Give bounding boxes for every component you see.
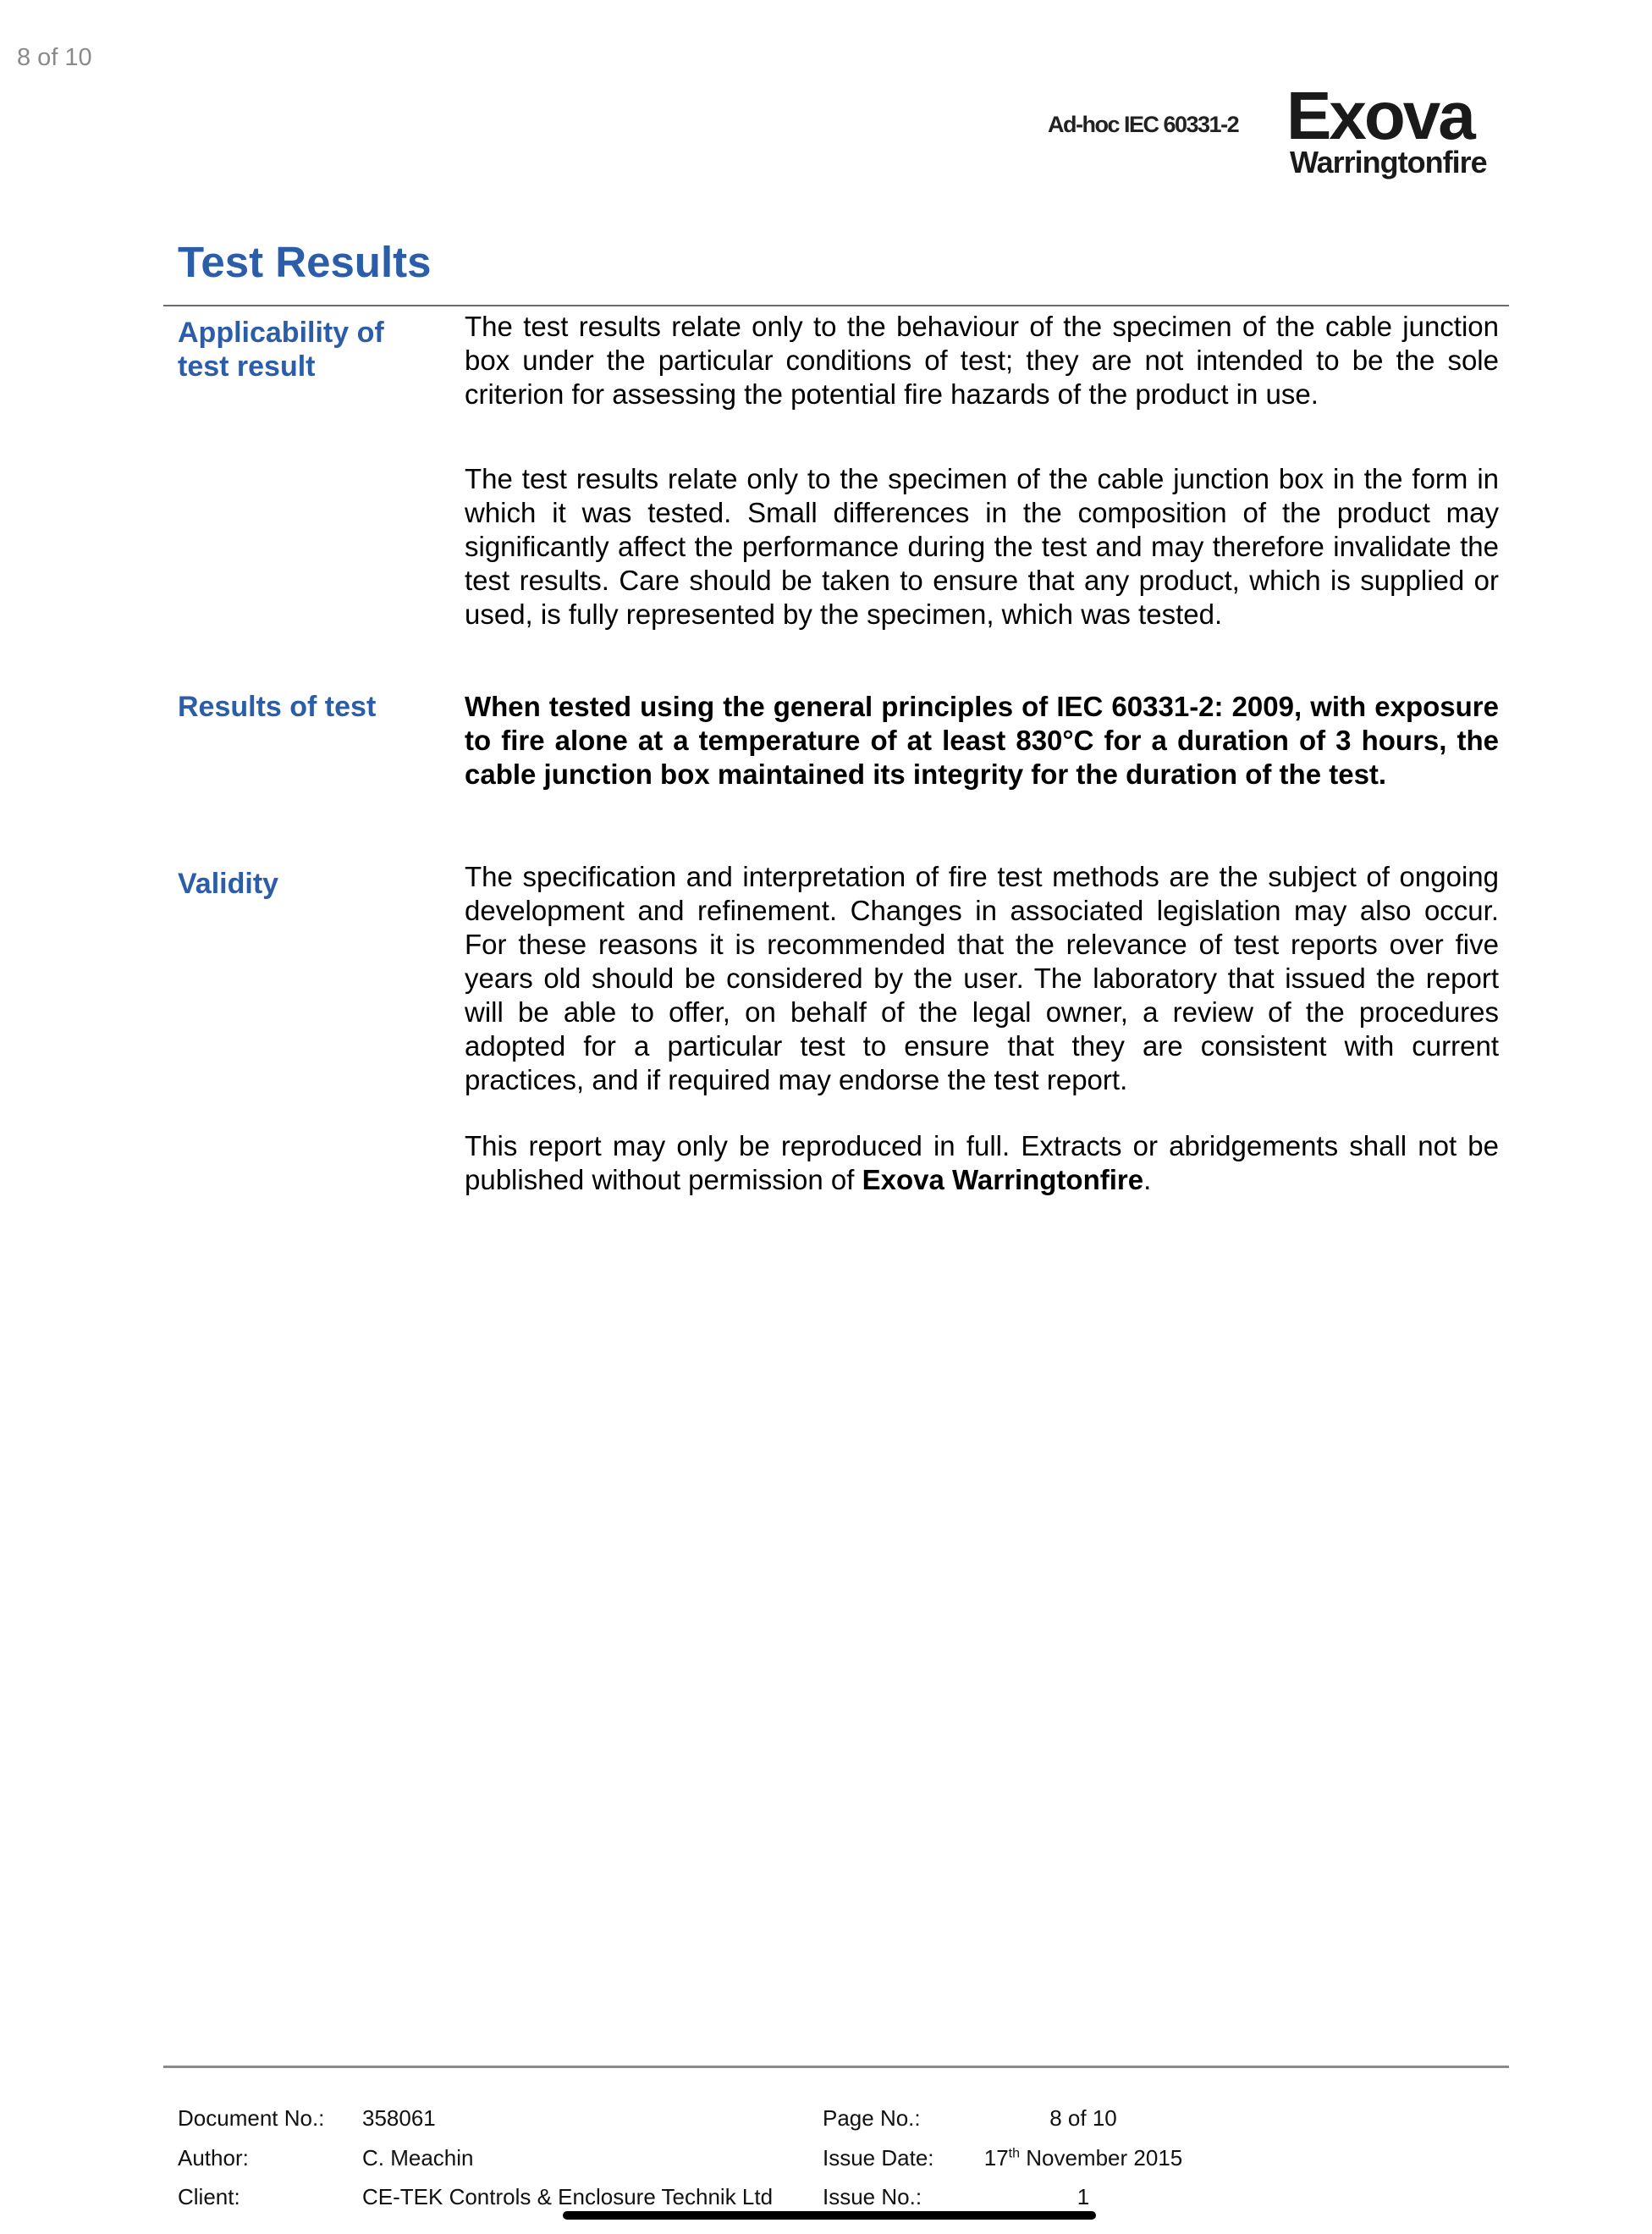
page-no-value: 8 of 10 bbox=[1049, 2105, 1117, 2131]
document-reference: Ad-hoc IEC 60331-2 bbox=[1048, 112, 1239, 137]
client-value: CE-TEK Controls & Enclosure Technik Ltd bbox=[362, 2184, 774, 2209]
applicability-label-line1: Applicability of bbox=[178, 317, 384, 349]
issue-no-label: Issue No.: bbox=[823, 2184, 922, 2209]
applicability-paragraph-1: The test results relate only to the behaviour of the specimen of the cable junction box under the particular conditions of test; they are not intended to be the sole criterion for assessing the potential fire hazards of the product in use. bbox=[465, 311, 1499, 410]
page-indicator: 8 of 10 bbox=[17, 44, 92, 71]
validity-paragraph-1: The specification and interpretation of fire test methods are the subject of ongoing development and refinement. Changes in associated legislation may also occur. For these reasons it is recommended that the relevance of test reports over five years old should be considered by the user. The laboratory that issued the report will be able to offer, on behalf of the legal owner, a review of the procedures adopted for a particular test to ensure that they are consistent with current practices, and if required may endorse the test report. bbox=[465, 861, 1499, 1095]
applicability-label-line2: test result bbox=[178, 350, 316, 383]
title-divider bbox=[163, 305, 1509, 306]
validity-paragraph-2 bbox=[465, 1129, 1499, 1197]
applicability-paragraph-2: The test results relate only to the specimen of the cable junction box in the form in which it was tested. Small differences in the composition of the product may significantly affect the performance during the test and may therefore invalidate the test results. Care should be taken to ensure that any product, which is supplied or used, is fully represented by the specimen, which was tested. bbox=[465, 463, 1499, 630]
issue-date-value bbox=[956, 2145, 1210, 2171]
results-statement: When tested using the general principles of IEC 60331-2: 2009, with exposure to fire alone at a temperature of at least 830°C for a duration of 3 hours, the cable junction box maintained its integrity for the duration of the test. bbox=[465, 691, 1499, 790]
logo-sub-text: Warringtonfire bbox=[1290, 145, 1487, 179]
logo-main-text: Exova bbox=[1286, 78, 1473, 153]
validity-paragraph-2-end: . bbox=[1143, 1164, 1152, 1195]
home-indicator-bar[interactable] bbox=[563, 2211, 1096, 2220]
document-no-label: Document No.: bbox=[178, 2105, 325, 2131]
results-label: Results of test bbox=[178, 691, 377, 723]
issue-date-ordinal: th bbox=[1008, 2146, 1021, 2161]
footer-divider bbox=[163, 2066, 1509, 2068]
page-no-label: Page No.: bbox=[823, 2105, 921, 2131]
issue-date-day: 17 bbox=[983, 2145, 1009, 2171]
section-title: Test Results bbox=[178, 238, 432, 286]
author-value: C. Meachin bbox=[362, 2145, 474, 2171]
author-label: Author: bbox=[178, 2145, 249, 2171]
company-name-bold: Exova Warringtonfire bbox=[862, 1164, 1144, 1195]
issue-no-value: 1 bbox=[1077, 2184, 1090, 2209]
document-no-value: 358061 bbox=[362, 2105, 436, 2131]
applicability-label bbox=[178, 316, 436, 383]
validity-label: Validity bbox=[178, 868, 279, 900]
validity-paragraph-2-text: This report may only be reproduced in full. Extracts or abridgements shall not be published without permission of bbox=[465, 1130, 1499, 1195]
issue-date-label: Issue Date: bbox=[823, 2145, 934, 2171]
exova-logo bbox=[1286, 78, 1498, 179]
issue-date-month-year: November 2015 bbox=[1020, 2145, 1183, 2171]
client-label: Client: bbox=[178, 2184, 240, 2209]
